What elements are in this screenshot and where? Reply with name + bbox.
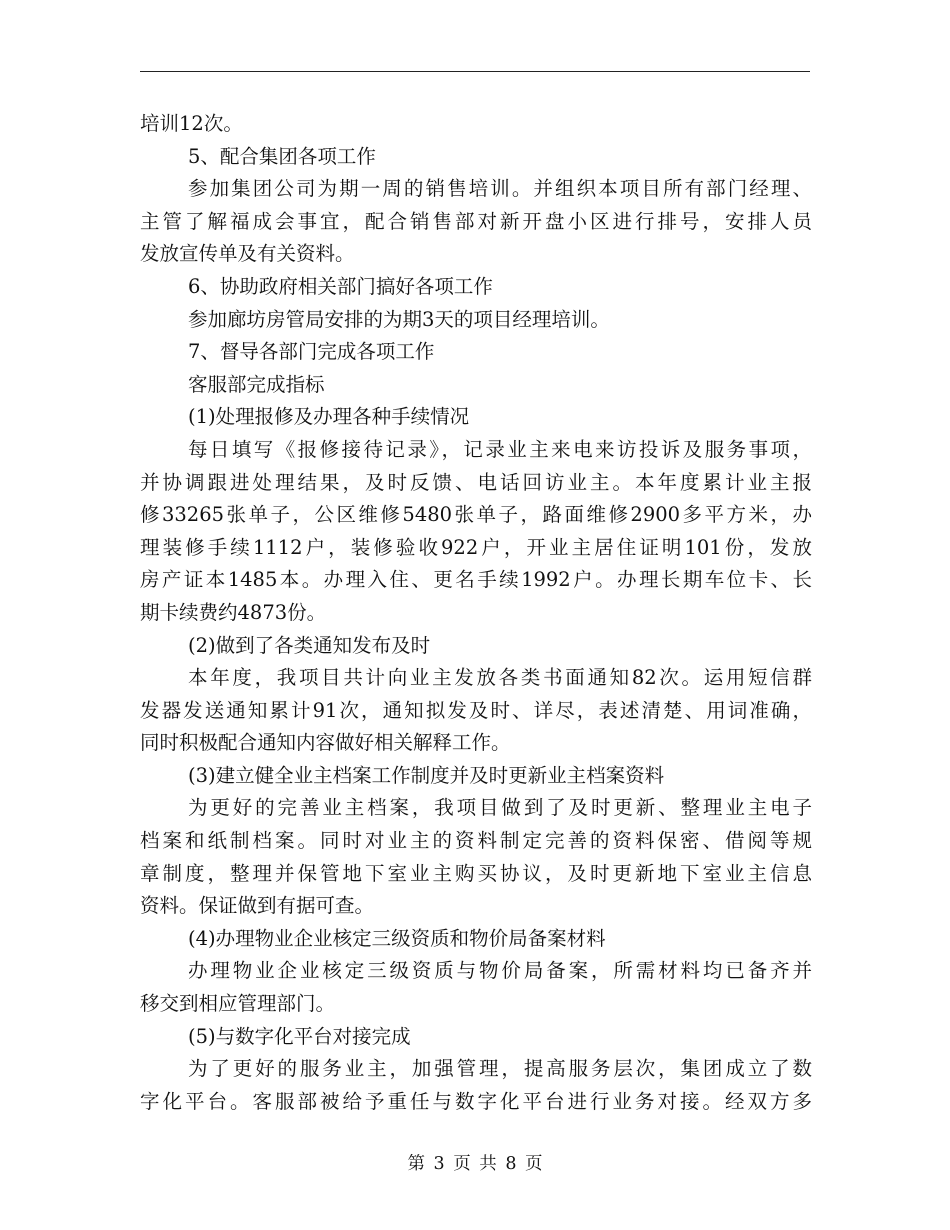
text-line: 理装修手续1112户，装修验收922户，开业主居住证明101份，发放 (140, 535, 812, 559)
text-line: 6、协助政府相关部门搞好各项工作 (188, 274, 493, 298)
text-line: 参加集团公司为期一周的销售培训。并组织本项目所有部门经理、 (188, 177, 812, 201)
text-line: 办理物业企业核定三级资质与物价局备案，所需材料均已备齐并 (188, 959, 812, 983)
text-line: 本年度，我项目共计向业主发放各类书面通知82次。运用短信群 (188, 666, 812, 690)
text-line: 每日填写《报修接待记录》，记录业主来电来访投诉及服务事项， (188, 437, 812, 461)
header-rule (140, 71, 810, 72)
text-line: (5)与数字化平台对接完成 (188, 1024, 411, 1048)
text-line: 培训12次。 (140, 112, 243, 135)
text-line: 参加廊坊房管局安排的为期3天的项目经理培训。 (188, 307, 610, 331)
text-line: 发放宣传单及有关资料。 (140, 242, 355, 266)
text-line: 发器发送通知累计91次，通知拟发及时、详尽，表述清楚、用词准确， (140, 698, 812, 722)
text-line: 章制度，整理并保管地下室业主购买协议，及时更新地下室业主信息 (140, 861, 812, 885)
text-line: 房产证本1485本。办理入住、更名手续1992户。办理长期车位卡、长 (140, 568, 812, 592)
text-line: 主管了解福成会事宜，配合销售部对新开盘小区进行排号，安排人员 (140, 209, 812, 233)
text-line: (4)办理物业企业核定三级资质和物价局备案材料 (188, 926, 606, 950)
text-line: 资料。保证做到有据可查。 (140, 894, 375, 918)
text-line: 客服部完成指标 (188, 372, 325, 396)
text-line: 修33265张单子，公区维修5480张单子，路面维修2900多平方米，办 (140, 503, 812, 527)
page-footer: 第 3 页 共 8 页 (407, 1154, 543, 1174)
text-line: 7、督导各部门完成各项工作 (188, 340, 435, 364)
text-line: (2)做到了各类通知发布及时 (188, 633, 431, 657)
text-line: 并协调跟进处理结果，及时反馈、电话回访业主。本年度累计业主报 (140, 470, 812, 494)
text-line: 期卡续费约4873份。 (140, 600, 327, 624)
text-line: (1)处理报修及办理各种手续情况 (188, 405, 470, 429)
text-line: 为更好的完善业主档案，我项目做到了及时更新、整理业主电子 (188, 796, 812, 820)
text-line: 档案和纸制档案。同时对业主的资料制定完善的资料保密、借阅等规 (140, 829, 812, 853)
text-line: 5、配合集团各项工作 (188, 144, 376, 168)
text-line: 字化平台。客服部被给予重任与数字化平台进行业务对接。经双方多 (140, 1089, 812, 1113)
document-body (140, 108, 812, 1118)
text-line: 同时积极配合通知内容做好相关解释工作。 (140, 731, 511, 755)
text-line: 为了更好的服务业主，加强管理，提高服务层次，集团成立了数 (188, 1057, 812, 1081)
text-line: (3)建立健全业主档案工作制度并及时更新业主档案资料 (188, 763, 665, 787)
text-line: 移交到相应管理部门。 (140, 992, 336, 1016)
